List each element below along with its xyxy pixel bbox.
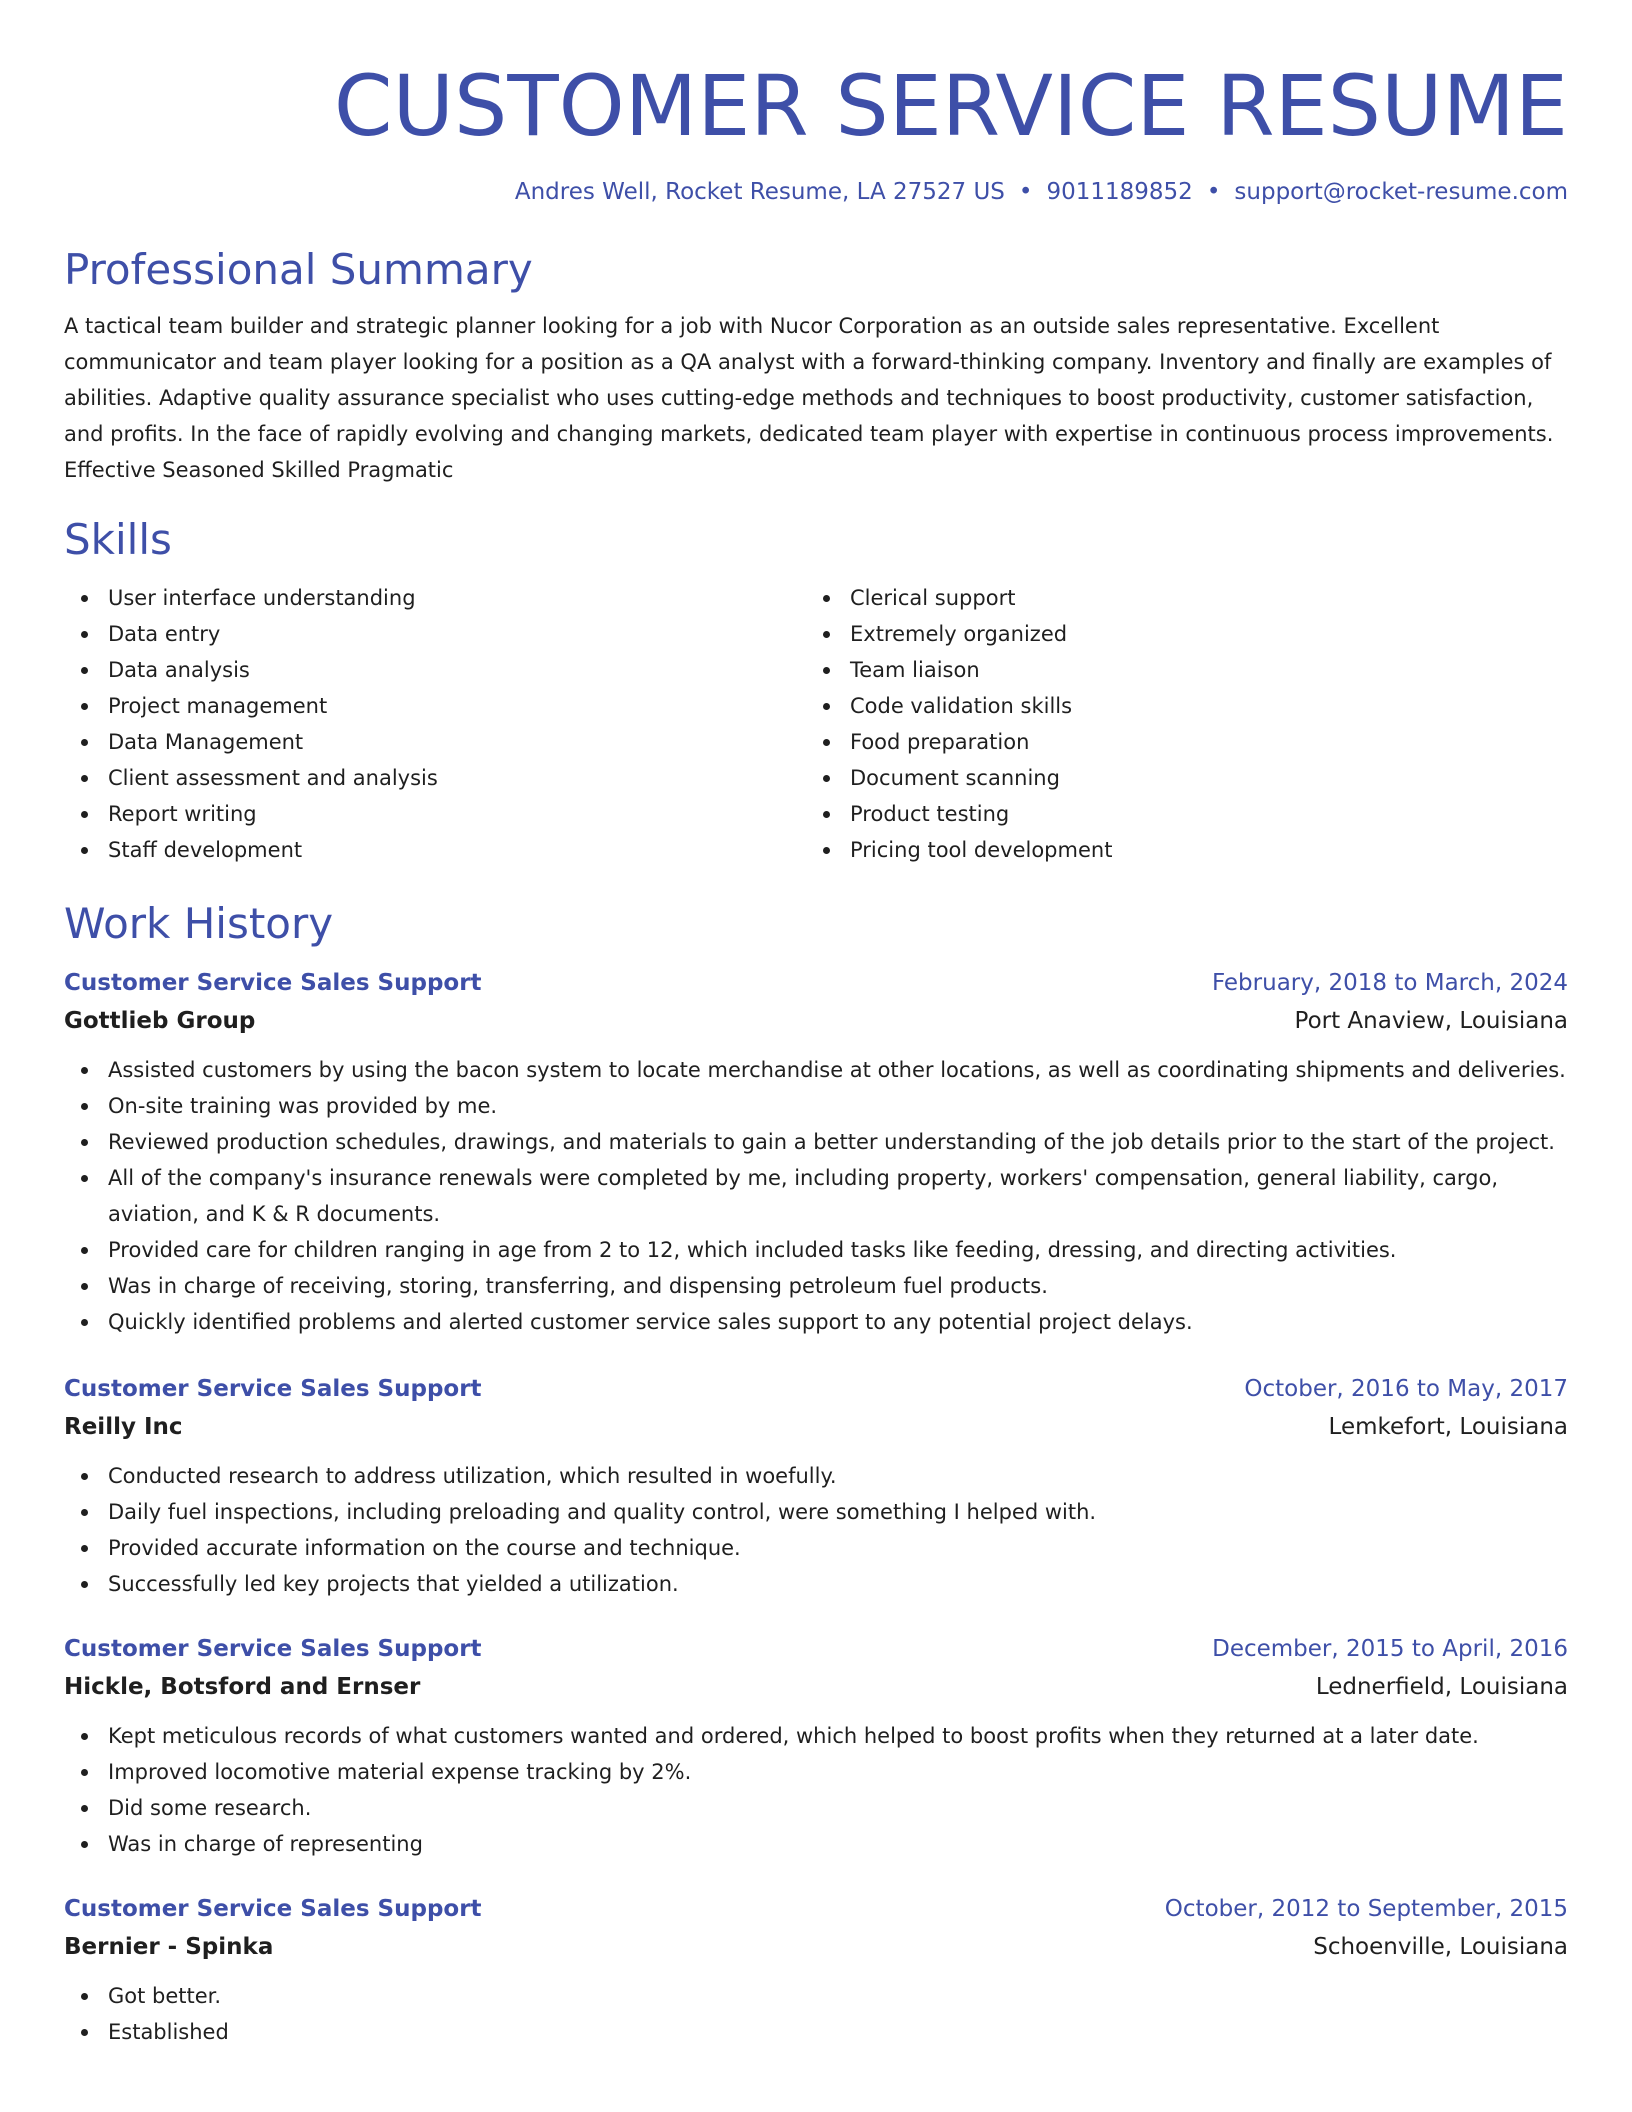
job-bullet: Provided care for children ranging in age from 2 to 12, which included tasks like feeding, dressing, and directing activities. — [64, 1232, 1568, 1268]
job-bullet: Provided accurate information on the course and technique. — [64, 1530, 1568, 1566]
job-bullets — [64, 1458, 1568, 1602]
job-dates: February, 2018 to March, 2024 — [1211, 970, 1568, 996]
job-title: Customer Service Sales Support — [64, 1636, 482, 1662]
skills-column-right — [806, 580, 1548, 868]
contact-email: support@rocket-resume.com — [1234, 179, 1568, 205]
skill-item: Report writing — [64, 796, 806, 832]
job-dates: December, 2015 to April, 2016 — [1212, 1636, 1568, 1662]
job-company: Bernier - Spinka — [64, 1934, 274, 1960]
job-entry — [64, 1370, 1568, 1602]
work-history-heading: Work History — [64, 899, 334, 948]
job-bullet: Reviewed production schedules, drawings, and materials to gain a better understanding of the job details prior to the start of the project. — [64, 1124, 1568, 1160]
job-location: Port Anaview, Louisiana — [1294, 1008, 1568, 1034]
job-bullet: Established — [64, 2014, 1568, 2050]
job-bullets — [64, 1052, 1568, 1340]
skill-item: Project management — [64, 688, 806, 724]
skills-heading: Skills — [64, 515, 172, 564]
job-header-row — [64, 1630, 1568, 1668]
skill-item: Clerical support — [806, 580, 1548, 616]
job-company-row — [64, 1668, 1568, 1706]
job-bullet: Assisted customers by using the bacon system to locate merchandise at other locations, as well as coordinating shipments and deliveries. — [64, 1052, 1568, 1088]
job-location: Lednerfield, Louisiana — [1315, 1674, 1568, 1700]
job-header-row — [64, 1890, 1568, 1928]
job-company-row — [64, 1002, 1568, 1040]
job-company: Gottlieb Group — [64, 1008, 256, 1034]
job-location: Lemkefort, Louisiana — [1328, 1414, 1568, 1440]
skill-item: Food preparation — [806, 724, 1548, 760]
contact-separator: • — [1018, 179, 1033, 205]
resume-title: CUSTOMER SERVICE RESUME — [333, 57, 1568, 155]
job-bullet: Conducted research to address utilization, which resulted in woefully. — [64, 1458, 1568, 1494]
job-bullet: On-site training was provided by me. — [64, 1088, 1568, 1124]
job-dates: October, 2016 to May, 2017 — [1244, 1376, 1568, 1402]
skill-item: Document scanning — [806, 760, 1548, 796]
job-title: Customer Service Sales Support — [64, 1376, 482, 1402]
job-location: Schoenville, Louisiana — [1313, 1934, 1568, 1960]
skill-item: Extremely organized — [806, 616, 1548, 652]
job-title: Customer Service Sales Support — [64, 970, 482, 996]
skill-item: Product testing — [806, 796, 1548, 832]
skill-item: Data analysis — [64, 652, 806, 688]
job-bullet: Quickly identified problems and alerted customer service sales support to any potential project delays. — [64, 1304, 1568, 1340]
job-company: Reilly Inc — [64, 1414, 183, 1440]
skill-item: Pricing tool development — [806, 832, 1548, 868]
job-header-row — [64, 964, 1568, 1002]
job-entry — [64, 1890, 1568, 2050]
job-entry — [64, 964, 1568, 1340]
skill-item: Data Management — [64, 724, 806, 760]
skill-item: Staff development — [64, 832, 806, 868]
skills-list — [64, 580, 1568, 868]
summary-heading: Professional Summary — [64, 245, 533, 294]
contact-address: Andres Well, Rocket Resume, LA 27527 US — [514, 179, 1005, 205]
skill-item: Code validation skills — [806, 688, 1548, 724]
contact-phone: 9011189852 — [1046, 179, 1193, 205]
skills-column-left — [64, 580, 806, 868]
contact-separator: • — [1206, 179, 1221, 205]
job-bullets — [64, 1718, 1568, 1862]
job-company-row — [64, 1408, 1568, 1446]
job-company: Hickle, Botsford and Ernser — [64, 1674, 421, 1700]
skill-item: User interface understanding — [64, 580, 806, 616]
job-bullet: Successfully led key projects that yielded a utilization. — [64, 1566, 1568, 1602]
job-bullet: Did some research. — [64, 1790, 1568, 1826]
job-dates: October, 2012 to September, 2015 — [1164, 1896, 1568, 1922]
job-company-row — [64, 1928, 1568, 1966]
job-bullet: Improved locomotive material expense tracking by 2%. — [64, 1754, 1568, 1790]
job-bullet: Was in charge of receiving, storing, transferring, and dispensing petroleum fuel products. — [64, 1268, 1568, 1304]
skill-item: Client assessment and analysis — [64, 760, 806, 796]
job-bullets — [64, 1978, 1568, 2050]
job-entry — [64, 1630, 1568, 1862]
job-bullet: Daily fuel inspections, including preloading and quality control, were something I helped with. — [64, 1494, 1568, 1530]
job-header-row — [64, 1370, 1568, 1408]
summary-text: A tactical team builder and strategic planner looking for a job with Nucor Corporation as an outside sales representative. Excellent communicator and team player looking for a position as a QA analyst with a forward-thinking company. Inventory and finally are examples of abilities. Adaptive quality assurance specialist who uses cutting-edge methods and techniques to boost productivity, customer satisfaction, and profits. In the face of rapidly evolving and changing markets, dedicated team player with expertise in continuous process improvements. Effective Seasoned Skilled Pragmatic — [64, 314, 1554, 482]
job-title: Customer Service Sales Support — [64, 1896, 482, 1922]
job-bullet: All of the company's insurance renewals were completed by me, including property, workers' compensation, general liability, cargo, aviation, and K & R documents. — [64, 1160, 1568, 1232]
contact-line — [64, 176, 1568, 208]
skill-item: Data entry — [64, 616, 806, 652]
job-bullet: Kept meticulous records of what customers wanted and ordered, which helped to boost profits when they returned at a later date. — [64, 1718, 1568, 1754]
resume-page — [64, 0, 1568, 2050]
job-bullet: Was in charge of representing — [64, 1826, 1568, 1862]
job-bullet: Got better. — [64, 1978, 1568, 2014]
skill-item: Team liaison — [806, 652, 1548, 688]
